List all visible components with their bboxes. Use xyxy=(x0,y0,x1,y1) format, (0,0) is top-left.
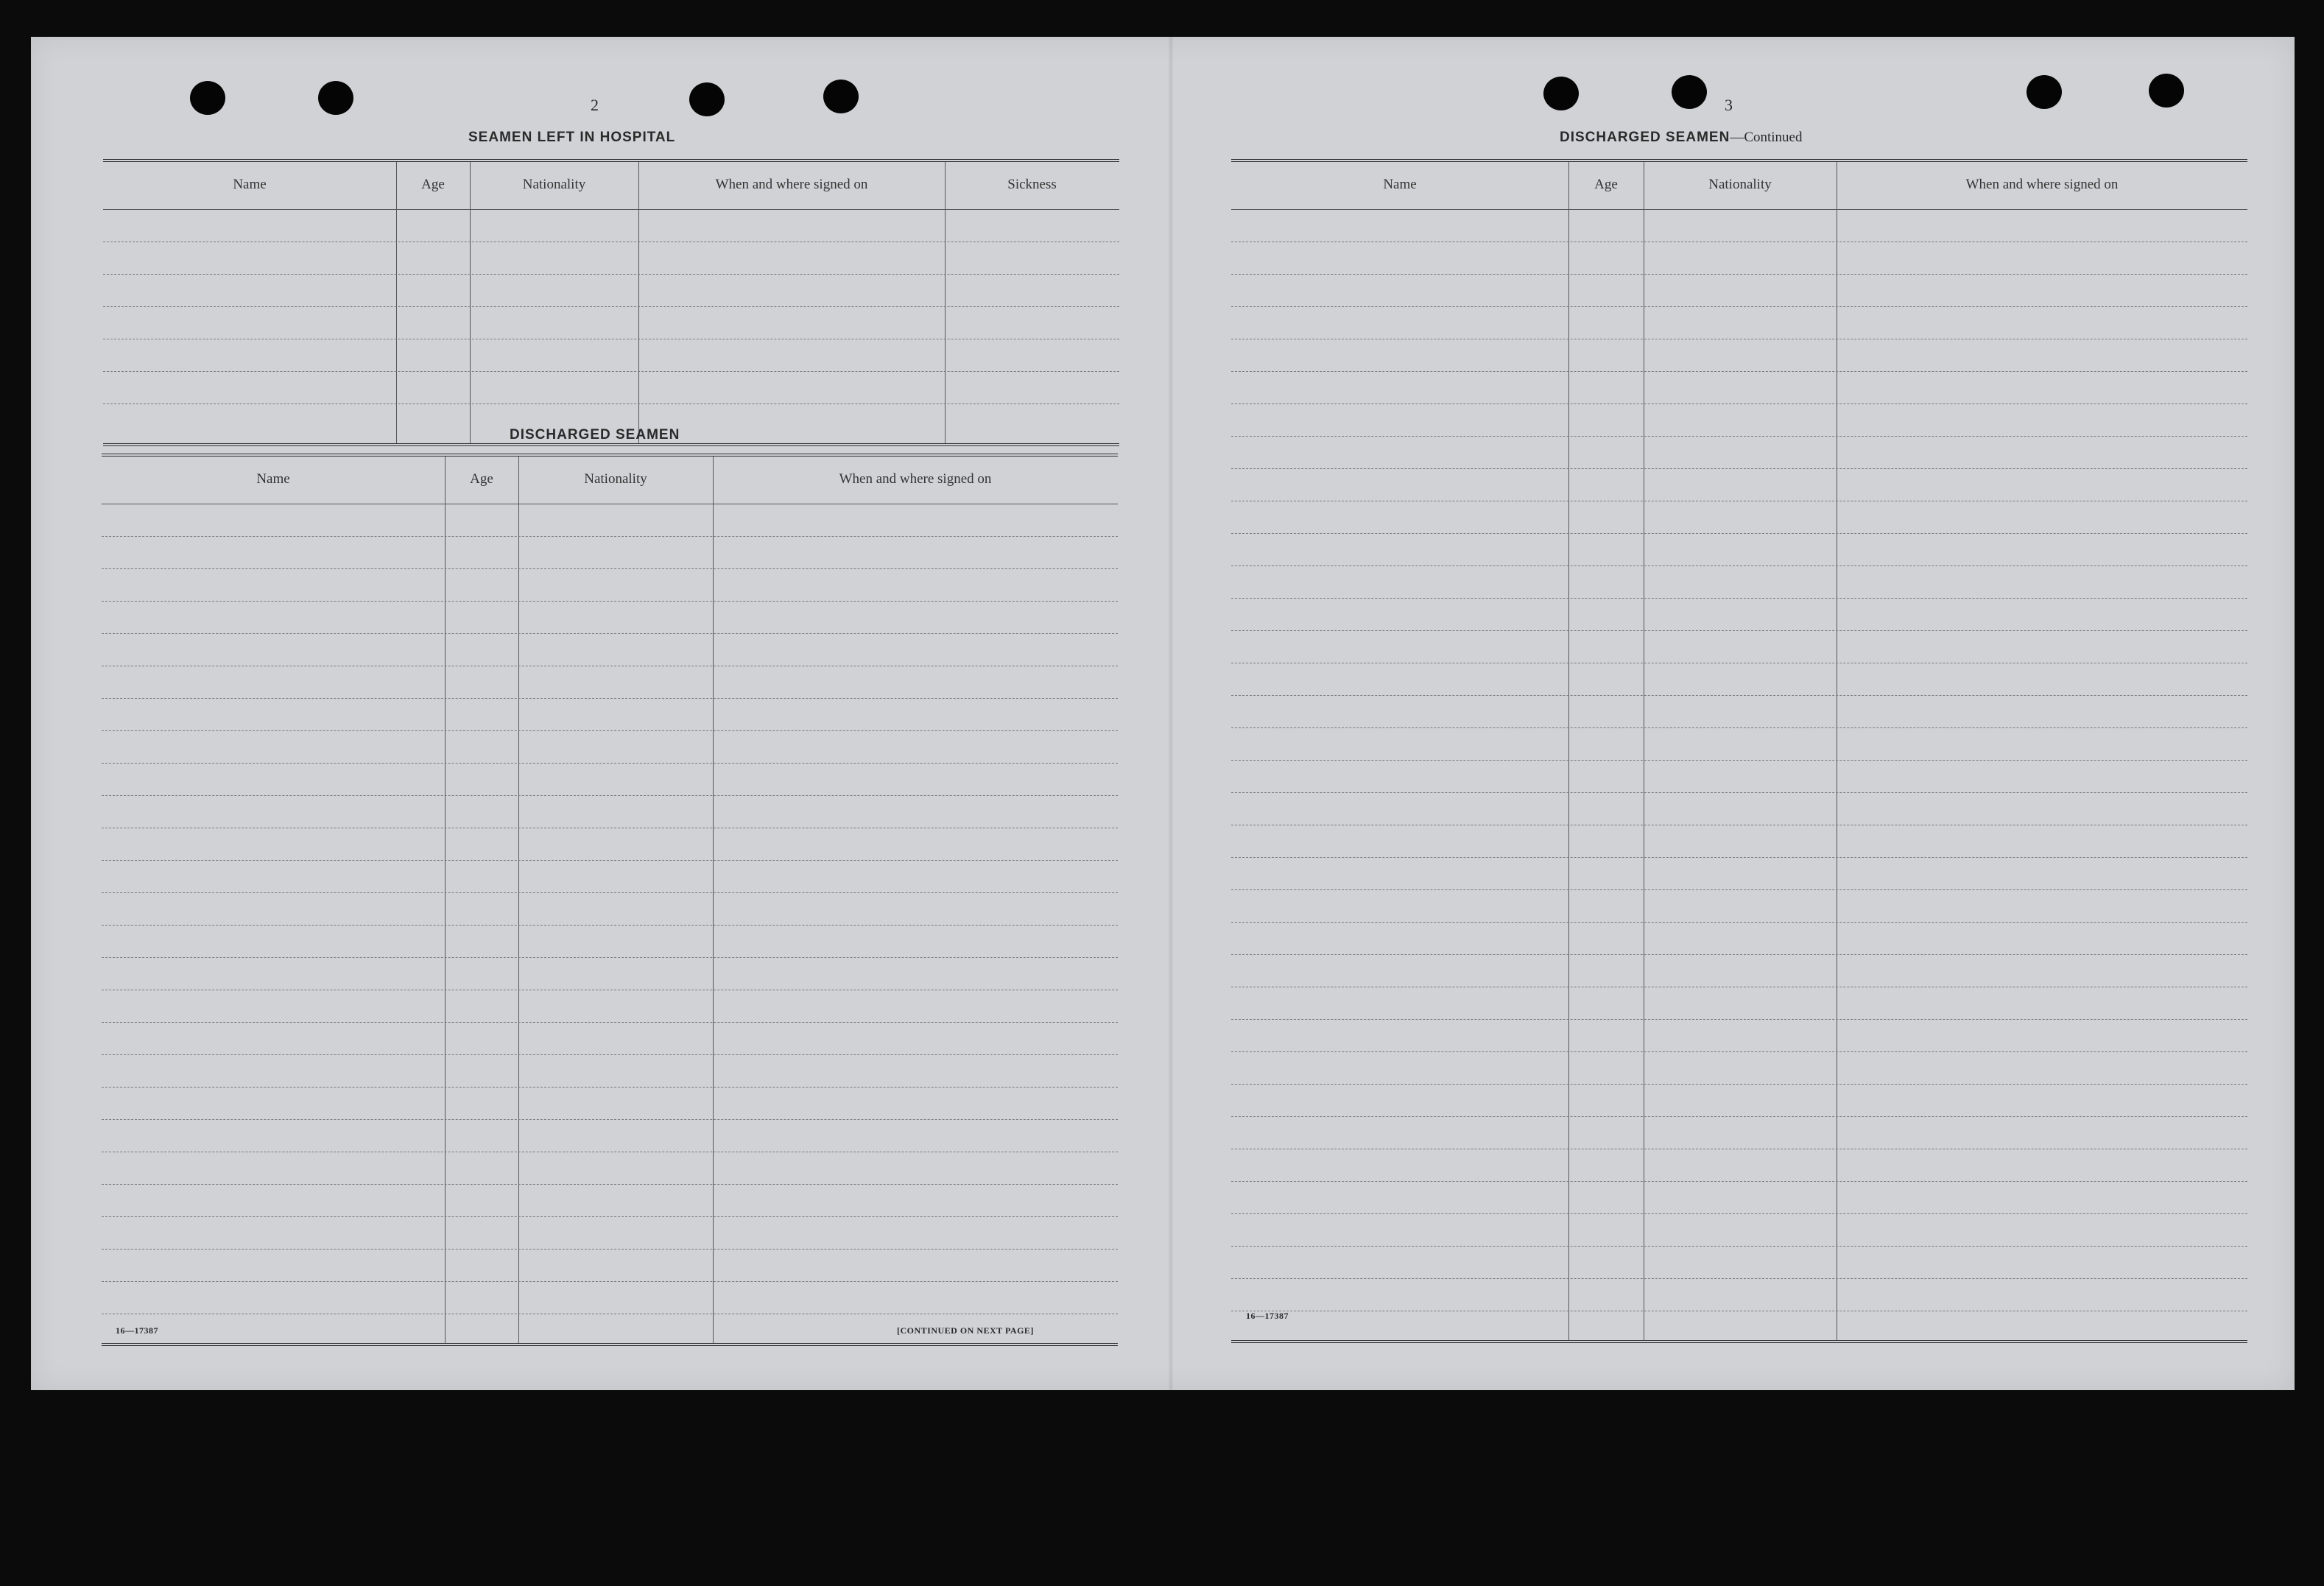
row-rule xyxy=(1231,1246,2247,1247)
row-rule xyxy=(102,698,1118,699)
row-rule xyxy=(102,1022,1118,1023)
row-rule xyxy=(102,633,1118,634)
row-rule xyxy=(1231,306,2247,307)
section-title-hospital: SEAMEN LEFT IN HOSPITAL xyxy=(468,130,676,145)
column-header-nationality: Nationality xyxy=(1708,177,1772,192)
column-header-age: Age xyxy=(1594,177,1618,192)
column-header-age: Age xyxy=(421,177,445,192)
form-number: 16—17387 xyxy=(1246,1311,1289,1321)
section-title-text: DISCHARGED SEAMEN xyxy=(1560,130,1730,145)
row-rule xyxy=(103,306,1119,307)
row-rule xyxy=(1231,1213,2247,1214)
row-rule xyxy=(1231,695,2247,696)
section-title-discharged-continued xyxy=(1560,130,1802,146)
column-header-nationality: Nationality xyxy=(584,471,647,487)
row-rule xyxy=(1231,533,2247,534)
row-rule xyxy=(103,274,1119,275)
row-rule xyxy=(1231,598,2247,599)
row-rule xyxy=(1231,468,2247,469)
punch-hole xyxy=(1672,75,1707,109)
row-rule xyxy=(1231,922,2247,923)
row-rule xyxy=(1231,403,2247,404)
row-rule xyxy=(102,763,1118,764)
page-number: 2 xyxy=(591,96,599,114)
document-sheet xyxy=(31,37,2295,1390)
row-rule xyxy=(1231,857,2247,858)
discharged-continued-table xyxy=(1231,159,2247,1343)
punch-hole xyxy=(689,82,725,116)
column-header-name: Name xyxy=(233,177,267,192)
row-rule xyxy=(102,1216,1118,1217)
hospital-table xyxy=(103,159,1119,446)
column-header-nationality: Nationality xyxy=(522,177,586,192)
row-rule xyxy=(102,601,1118,602)
row-rule xyxy=(102,536,1118,537)
row-rule xyxy=(1231,792,2247,793)
column-header-when-where-signed-on: When and where signed on xyxy=(839,471,992,487)
row-rule xyxy=(1231,889,2247,890)
punch-hole xyxy=(2027,75,2062,109)
punch-hole xyxy=(318,81,353,115)
row-rule xyxy=(1231,371,2247,372)
row-rule xyxy=(1231,1181,2247,1182)
row-rule xyxy=(1231,727,2247,728)
column-header-when-where-signed-on: When and where signed on xyxy=(1965,177,2119,192)
row-rule xyxy=(1231,274,2247,275)
row-rule xyxy=(1231,630,2247,631)
section-title-suffix: —Continued xyxy=(1730,130,1803,145)
row-rule xyxy=(102,1119,1118,1120)
row-rule xyxy=(102,1087,1118,1088)
column-header-name: Name xyxy=(1383,177,1417,192)
punch-hole xyxy=(2149,74,2184,108)
row-rule xyxy=(1231,954,2247,955)
punch-hole xyxy=(823,80,859,113)
page-number: 3 xyxy=(1725,96,1733,114)
column-header-sickness: Sickness xyxy=(1007,177,1057,192)
row-rule xyxy=(102,925,1118,926)
row-rule xyxy=(1231,760,2247,761)
row-rule xyxy=(1231,1278,2247,1279)
row-rule xyxy=(102,795,1118,796)
row-rule xyxy=(1231,1019,2247,1020)
row-rule xyxy=(102,730,1118,731)
punch-hole xyxy=(190,81,225,115)
row-rule xyxy=(1231,436,2247,437)
row-rule xyxy=(102,892,1118,893)
row-rule xyxy=(1231,1116,2247,1117)
column-header-name: Name xyxy=(256,471,290,487)
row-rule xyxy=(1231,1051,2247,1052)
row-rule xyxy=(102,568,1118,569)
punch-hole xyxy=(1543,77,1579,110)
row-rule xyxy=(1231,565,2247,566)
row-rule xyxy=(102,957,1118,958)
row-rule xyxy=(102,860,1118,861)
column-header-when-where-signed-on: When and where signed on xyxy=(715,177,868,192)
column-header-age: Age xyxy=(470,471,493,487)
row-rule xyxy=(102,1249,1118,1250)
discharged-table xyxy=(102,454,1118,1346)
row-rule xyxy=(102,1054,1118,1055)
row-rule xyxy=(102,1281,1118,1282)
row-rule xyxy=(1231,1084,2247,1085)
row-rule xyxy=(103,403,1119,404)
section-title-discharged: DISCHARGED SEAMEN xyxy=(510,427,680,443)
continued-note: [CONTINUED ON NEXT PAGE] xyxy=(897,1325,1034,1336)
form-number: 16—17387 xyxy=(116,1325,158,1336)
row-rule xyxy=(103,371,1119,372)
row-rule xyxy=(102,1184,1118,1185)
page-fold xyxy=(1169,37,1173,1390)
